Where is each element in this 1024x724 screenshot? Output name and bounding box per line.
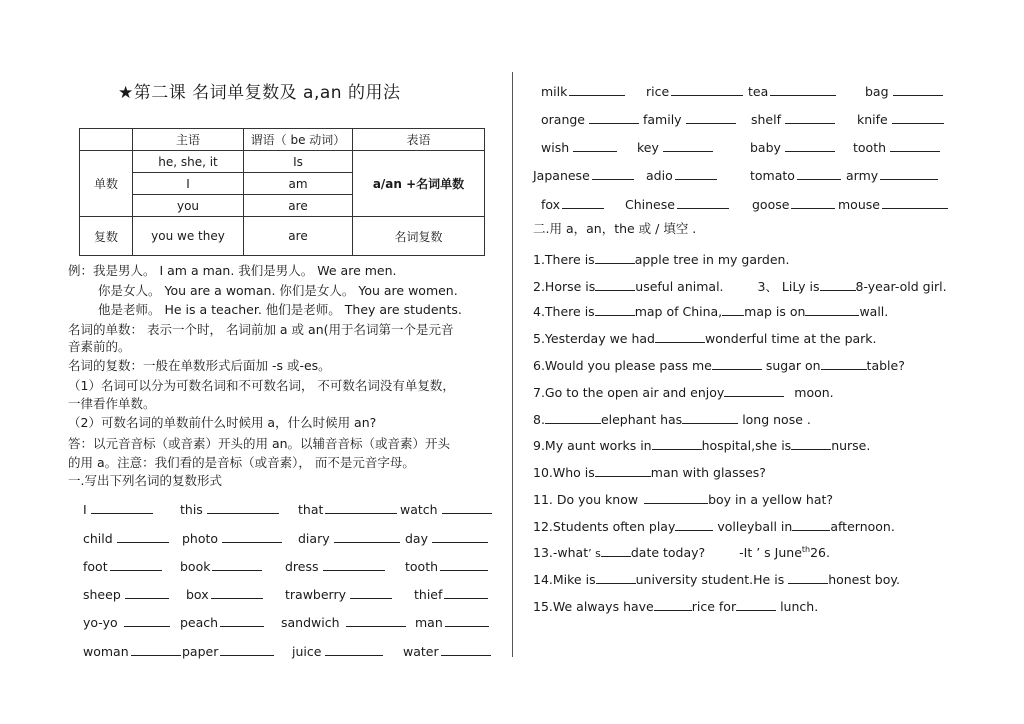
answer-blank[interactable] bbox=[788, 571, 828, 584]
word-item: sheep bbox=[83, 586, 169, 602]
word-item: milk bbox=[541, 83, 625, 99]
word-item: day bbox=[405, 530, 488, 546]
answer-blank[interactable] bbox=[820, 278, 856, 291]
answer-blank[interactable] bbox=[724, 384, 784, 397]
question-11: 11. Do you know boy in a yellow hat? bbox=[533, 492, 834, 507]
note-line: 名词的复数：一般在单数形式后面加 -s 或-es。 bbox=[68, 358, 331, 373]
answer-blank[interactable] bbox=[671, 83, 743, 96]
word-item: baby bbox=[750, 139, 835, 155]
table-cell: am bbox=[244, 173, 353, 195]
singular-predicate: a/an +名词单数 bbox=[353, 151, 485, 217]
answer-blank[interactable] bbox=[444, 586, 488, 599]
answer-blank[interactable] bbox=[821, 357, 867, 370]
answer-blank[interactable] bbox=[882, 196, 948, 209]
plural-label: 复数 bbox=[80, 217, 133, 256]
table-header-cell: 表语 bbox=[353, 129, 485, 151]
column-divider bbox=[512, 72, 513, 657]
answer-blank[interactable] bbox=[736, 598, 776, 611]
word-item: this bbox=[180, 501, 279, 517]
answer-blank[interactable] bbox=[595, 251, 635, 264]
question-6: 6.Would you please pass me sugar on table? bbox=[533, 358, 905, 373]
grammar-table bbox=[79, 128, 485, 256]
answer-blank[interactable] bbox=[220, 643, 274, 656]
table-header-cell bbox=[80, 129, 133, 151]
word-item: yo-yo bbox=[83, 614, 170, 630]
answer-blank[interactable] bbox=[663, 139, 713, 152]
table-cell: you we they bbox=[133, 217, 244, 256]
answer-blank[interactable] bbox=[346, 614, 406, 627]
example-line: 例：我是男人。 I am a man. 我们是男人。 We are men. bbox=[68, 263, 397, 278]
answer-blank[interactable] bbox=[686, 111, 736, 124]
table-row bbox=[80, 151, 485, 173]
word-item: that bbox=[298, 501, 397, 517]
answer-blank[interactable] bbox=[325, 643, 383, 656]
table-cell: he, she, it bbox=[133, 151, 244, 173]
table-cell: 名词复数 bbox=[353, 217, 485, 256]
answer-blank[interactable] bbox=[445, 614, 489, 627]
answer-blank[interactable] bbox=[334, 530, 400, 543]
question-4: 4.There is map of China, map is on wall. bbox=[533, 304, 889, 319]
answer-blank[interactable] bbox=[785, 111, 835, 124]
word-item: box bbox=[186, 586, 263, 602]
answer-blank[interactable] bbox=[440, 558, 488, 571]
word-item: trawberry bbox=[285, 586, 392, 602]
word-item: paper bbox=[182, 643, 274, 659]
question-5: 5.Yesterday we had wonderful time at the park. bbox=[533, 331, 877, 346]
word-item: fox bbox=[541, 196, 604, 212]
word-item: mouse bbox=[838, 196, 948, 212]
question-12: 12.Students often play volleyball in afternoon. bbox=[533, 519, 895, 534]
table-cell: you bbox=[133, 195, 244, 217]
question-1: 1.There is apple tree in my garden. bbox=[533, 252, 790, 267]
word-item: photo bbox=[182, 530, 282, 546]
note-line: 的用 a。注意：我们看的是音标（或音素）， 而不是元音字母。 bbox=[68, 455, 415, 470]
word-item: army bbox=[846, 167, 938, 183]
answer-blank[interactable] bbox=[654, 598, 692, 611]
question-15: 15.We always have rice for lunch. bbox=[533, 599, 819, 614]
word-item: adio bbox=[646, 167, 717, 183]
answer-blank[interactable] bbox=[110, 558, 162, 571]
word-item: family bbox=[643, 111, 736, 127]
word-item: I bbox=[83, 501, 153, 517]
answer-blank[interactable] bbox=[601, 544, 631, 557]
answer-blank[interactable] bbox=[652, 437, 702, 450]
word-item: rice bbox=[646, 83, 743, 99]
question-13: 13.-what’ s date today? -It ’ s June$^{th}$26. bbox=[533, 544, 830, 560]
word-item: thief bbox=[414, 586, 488, 602]
page-title: ★第二课 名词单复数及 a,an 的用法 bbox=[118, 83, 401, 103]
answer-blank[interactable] bbox=[880, 167, 938, 180]
answer-blank[interactable] bbox=[785, 139, 835, 152]
answer-blank[interactable] bbox=[890, 139, 940, 152]
answer-blank[interactable] bbox=[791, 196, 835, 209]
word-item: knife bbox=[857, 111, 944, 127]
answer-blank[interactable] bbox=[592, 167, 634, 180]
answer-blank[interactable] bbox=[893, 83, 943, 96]
answer-blank[interactable] bbox=[589, 111, 639, 124]
word-item: woman bbox=[83, 643, 181, 659]
note-line: （1）名词可以分为可数名词和不可数名词， 不可数名词没有单复数， bbox=[68, 378, 455, 393]
question-8: 8. elephant has long nose . bbox=[533, 412, 811, 427]
answer-blank[interactable] bbox=[677, 196, 729, 209]
note-line: 音素前的。 bbox=[68, 339, 131, 354]
answer-blank[interactable] bbox=[892, 111, 944, 124]
word-item: diary bbox=[298, 530, 400, 546]
section2-title: 二.用 a，an，the 或 / 填空 . bbox=[533, 221, 697, 236]
word-item: dress bbox=[285, 558, 385, 574]
answer-blank[interactable] bbox=[792, 518, 830, 531]
question-9: 9.My aunt works in hospital,she is nurse. bbox=[533, 438, 871, 453]
table-cell: are bbox=[244, 195, 353, 217]
example-line: 他是老师。 He is a teacher. 他们是老师。 They are students. bbox=[98, 302, 462, 317]
note-line: 答：以元音音标（或音素）开头的用 an。以辅音音标（或音素）开头 bbox=[68, 436, 451, 451]
answer-blank[interactable] bbox=[211, 586, 263, 599]
note-line: 一律看作单数。 bbox=[68, 396, 156, 411]
word-item: sandwich bbox=[281, 614, 406, 630]
answer-blank[interactable] bbox=[131, 643, 181, 656]
answer-blank[interactable] bbox=[212, 558, 262, 571]
answer-blank[interactable] bbox=[770, 83, 836, 96]
word-item: Chinese bbox=[625, 196, 729, 212]
question-10: 10.Who is man with glasses? bbox=[533, 465, 766, 480]
word-item: shelf bbox=[751, 111, 835, 127]
answer-blank[interactable] bbox=[124, 614, 170, 627]
answer-blank[interactable] bbox=[432, 530, 488, 543]
question-14: 14.Mike is university student.He is honest boy. bbox=[533, 572, 900, 587]
answer-blank[interactable] bbox=[595, 464, 651, 477]
answer-blank[interactable] bbox=[644, 491, 708, 504]
note-line: （2）可数名词的单数前什么时候用 a，什么时候用 an? bbox=[68, 415, 377, 430]
answer-blank[interactable] bbox=[350, 586, 392, 599]
answer-blank[interactable] bbox=[722, 303, 744, 316]
table-cell: I bbox=[133, 173, 244, 195]
question-2-3: 2.Horse is useful animal. 3、 LiLy is 8-year-old girl. bbox=[533, 279, 947, 294]
answer-blank[interactable] bbox=[791, 437, 831, 450]
answer-blank[interactable] bbox=[91, 501, 153, 514]
answer-blank[interactable] bbox=[562, 196, 604, 209]
answer-blank[interactable] bbox=[117, 530, 169, 543]
table-header-cell: 谓语（ be 动词） bbox=[244, 129, 353, 151]
word-item: water bbox=[403, 643, 491, 659]
answer-blank[interactable] bbox=[595, 303, 635, 316]
word-item: foot bbox=[83, 558, 162, 574]
answer-blank[interactable] bbox=[675, 518, 713, 531]
word-item: peach bbox=[180, 614, 264, 630]
answer-blank[interactable] bbox=[655, 330, 705, 343]
word-item: man bbox=[415, 614, 489, 630]
answer-blank[interactable] bbox=[573, 139, 617, 152]
answer-blank[interactable] bbox=[220, 614, 264, 627]
answer-blank[interactable] bbox=[125, 586, 169, 599]
table-cell: are bbox=[244, 217, 353, 256]
table-cell: Is bbox=[244, 151, 353, 173]
word-item: watch bbox=[400, 501, 492, 517]
word-item: tea bbox=[748, 83, 836, 99]
word-item: tooth bbox=[853, 139, 940, 155]
answer-blank[interactable] bbox=[441, 643, 491, 656]
answer-blank[interactable] bbox=[545, 411, 601, 424]
word-item: goose bbox=[752, 196, 835, 212]
answer-blank[interactable] bbox=[712, 357, 762, 370]
answer-blank[interactable] bbox=[805, 303, 859, 316]
singular-label: 单数 bbox=[80, 151, 133, 217]
section1-title: 一.写出下列名词的复数形式 bbox=[68, 473, 222, 488]
answer-blank[interactable] bbox=[596, 571, 636, 584]
word-item: bag bbox=[865, 83, 943, 99]
word-item: juice bbox=[292, 643, 383, 659]
answer-blank[interactable] bbox=[207, 501, 279, 514]
question-7: 7.Go to the open air and enjoy moon. bbox=[533, 385, 834, 400]
answer-blank[interactable] bbox=[442, 501, 492, 514]
table-row bbox=[80, 217, 485, 256]
answer-blank[interactable] bbox=[682, 411, 738, 424]
word-item: orange bbox=[541, 111, 639, 127]
answer-blank[interactable] bbox=[797, 167, 841, 180]
answer-blank[interactable] bbox=[325, 501, 397, 514]
word-item: wish bbox=[541, 139, 617, 155]
answer-blank[interactable] bbox=[569, 83, 625, 96]
note-line: 名词的单数： 表示一个时， 名词前加 a 或 an(用于名词第一个是元音 bbox=[68, 322, 454, 337]
table-header-cell: 主语 bbox=[133, 129, 244, 151]
word-item: tooth bbox=[405, 558, 488, 574]
answer-blank[interactable] bbox=[323, 558, 385, 571]
example-line: 你是女人。 You are a woman. 你们是女人。 You are women. bbox=[98, 283, 458, 298]
word-item: Japanese bbox=[533, 167, 634, 183]
answer-blank[interactable] bbox=[675, 167, 717, 180]
word-item: tomato bbox=[750, 167, 841, 183]
table-header-row bbox=[80, 129, 485, 151]
word-item: book bbox=[180, 558, 262, 574]
answer-blank[interactable] bbox=[595, 278, 635, 291]
answer-blank[interactable] bbox=[222, 530, 282, 543]
word-item: key bbox=[637, 139, 713, 155]
word-item: child bbox=[83, 530, 169, 546]
